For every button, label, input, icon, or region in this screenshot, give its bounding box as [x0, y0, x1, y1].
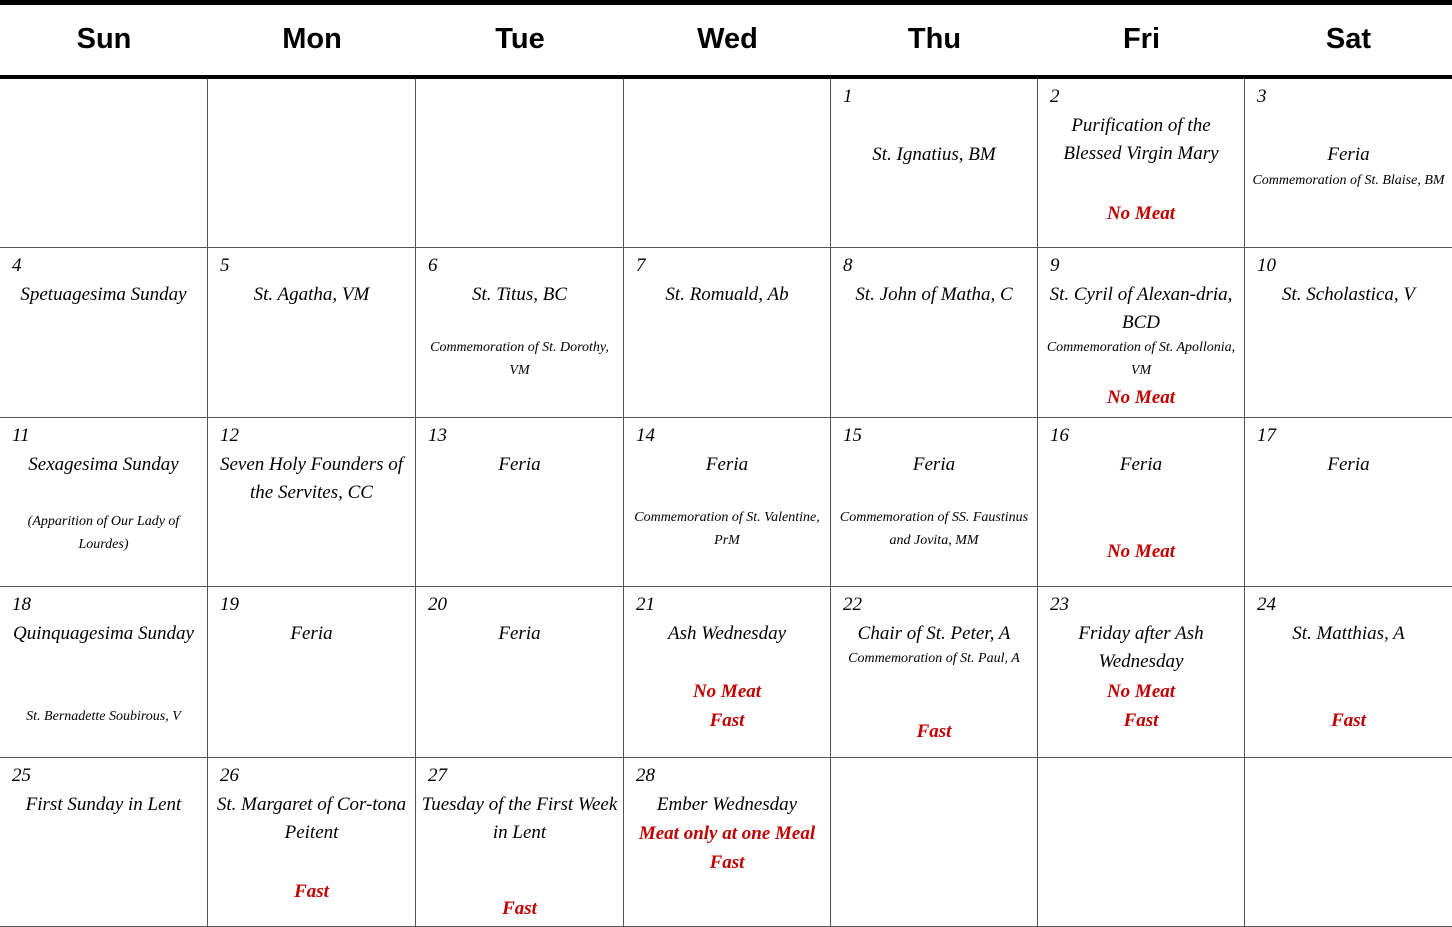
empty-cell-sat [1245, 758, 1452, 927]
day-cell-10 [1245, 248, 1452, 418]
commemoration-note: Commemoration of St. Blaise, BM [1252, 173, 1445, 188]
empty-cell-fri [1038, 758, 1245, 927]
fast-rule: No Meat [1106, 203, 1176, 224]
day-cell-27 [416, 758, 624, 927]
day-cell-2 [1038, 79, 1245, 248]
day-cell-19 [208, 587, 416, 758]
fast-rule: Fast [294, 881, 329, 902]
fast-rule: No Meat [692, 681, 762, 702]
feast-title: Tuesday of the First Week in Lent [421, 794, 618, 843]
feast-title: St. Agatha, VM [253, 284, 370, 305]
day-number: 4 [12, 255, 22, 276]
commemoration-note: Commemoration of St. Dorothy, VM [430, 340, 609, 378]
day-number: 26 [220, 765, 239, 786]
weekday-header [0, 5, 1452, 75]
feast-title: First Sunday in Lent [25, 794, 182, 815]
day-number: 1 [843, 86, 853, 107]
feast-title: St. Romuald, Ab [665, 284, 789, 305]
day-cell-23 [1038, 587, 1245, 758]
day-cell-6 [416, 248, 624, 418]
day-number: 10 [1257, 255, 1276, 276]
day-cell-22 [831, 587, 1038, 758]
commemoration-note: St. Bernadette Soubirous, V [26, 709, 181, 724]
day-cell-25 [0, 758, 208, 927]
fast-rule-secondary: Fast [709, 710, 745, 731]
feast-title: St. Cyril of Alexan-dria, BCD [1049, 284, 1233, 333]
day-cell-15 [831, 418, 1038, 587]
day-number: 20 [428, 594, 447, 615]
feast-title: St. John of Matha, C [855, 284, 1013, 305]
feast-title: Feria [705, 454, 749, 475]
commemoration-note: Commemoration of St. Apollonia, VM [1046, 340, 1236, 378]
empty-cell-thu [831, 758, 1038, 927]
day-cell-12 [208, 418, 416, 587]
day-cell-7 [624, 248, 831, 418]
commemoration-note: Commemoration of St. Paul, A [848, 651, 1020, 666]
empty-cell-tue [416, 79, 624, 248]
day-number: 18 [12, 594, 31, 615]
day-number: 24 [1257, 594, 1276, 615]
feast-title: Feria [1119, 454, 1163, 475]
fast-rule-secondary: Fast [709, 852, 745, 873]
feast-title: Feria [912, 454, 956, 475]
day-cell-13 [416, 418, 624, 587]
day-number: 7 [636, 255, 646, 276]
header-sat: Sat [1325, 23, 1372, 55]
feast-title: Seven Holy Founders of the Servites, CC [219, 454, 404, 503]
day-cell-5 [208, 248, 416, 418]
day-number: 23 [1050, 594, 1069, 615]
day-number: 6 [428, 255, 438, 276]
fast-rule: Fast [1331, 710, 1366, 731]
day-cell-1 [831, 79, 1038, 248]
commemoration-note: (Apparition of Our Lady of Lourdes) [27, 514, 180, 552]
feast-title: Chair of St. Peter, A [857, 623, 1011, 644]
day-cell-14 [624, 418, 831, 587]
feast-title: Ember Wednesday [656, 794, 798, 815]
day-cell-28 [624, 758, 831, 927]
feast-title: Feria [1327, 144, 1370, 165]
day-cell-8 [831, 248, 1038, 418]
feast-title: Spetuagesima Sunday [20, 284, 187, 305]
fast-rules [628, 677, 826, 735]
commemoration-note: Commemoration of SS. Faustinus and Jovita, MM [839, 510, 1029, 548]
day-cell-4 [0, 248, 208, 418]
header-fri: Fri [1122, 23, 1161, 55]
fast-rule: Fast [916, 721, 952, 742]
day-number: 2 [1050, 86, 1060, 107]
header-thu: Thu [907, 23, 962, 55]
day-cell-3 [1245, 79, 1452, 248]
empty-cell-mon [208, 79, 416, 248]
feast-title: St. Ignatius, BM [872, 144, 996, 165]
fast-rule: No Meat [1106, 541, 1176, 562]
feast-title: St. Scholastica, V [1282, 284, 1415, 305]
feast-title: Purification of the Blessed Virgin Mary [1063, 115, 1219, 164]
day-number: 11 [12, 425, 30, 446]
fast-rules [628, 819, 826, 877]
day-cell-17 [1245, 418, 1452, 587]
day-number: 5 [220, 255, 230, 276]
header-wed: Wed [697, 23, 758, 55]
empty-cell-wed [624, 79, 831, 248]
feast-title: Quinquagesima Sunday [12, 623, 194, 644]
fast-rule: Fast [502, 898, 537, 919]
day-number: 8 [843, 255, 853, 276]
day-cell-26 [208, 758, 416, 927]
feast-title: Friday after Ash Wednesday [1078, 623, 1204, 672]
header-mon: Mon [282, 23, 342, 55]
day-number: 25 [12, 765, 31, 786]
fast-rule: No Meat [1106, 681, 1176, 702]
fast-rules [1042, 677, 1240, 735]
day-cell-20 [416, 587, 624, 758]
day-number: 15 [843, 425, 862, 446]
day-cell-11 [0, 418, 208, 587]
day-number: 22 [843, 594, 862, 615]
day-number: 17 [1257, 425, 1276, 446]
day-number: 28 [636, 765, 655, 786]
day-number: 16 [1050, 425, 1069, 446]
feast-title: Sexagesima Sunday [28, 454, 179, 475]
feast-title: Feria [498, 454, 541, 475]
feast-title: St. Matthias, A [1292, 623, 1405, 644]
day-cell-21 [624, 587, 831, 758]
calendar-grid [0, 79, 1452, 927]
header-sun: Sun [76, 23, 132, 55]
day-number: 21 [636, 594, 655, 615]
feast-title: Ash Wednesday [667, 623, 787, 644]
day-number: 3 [1257, 86, 1267, 107]
empty-cell-sun [0, 79, 208, 248]
day-cell-18 [0, 587, 208, 758]
fast-rule: Meat only at one Meal [638, 823, 816, 844]
day-number: 12 [220, 425, 239, 446]
fast-rule: No Meat [1106, 387, 1176, 408]
feast-title: St. Titus, BC [471, 284, 568, 305]
feast-title: Feria [1327, 454, 1370, 475]
commemoration-note: Commemoration of St. Valentine, PrM [634, 510, 820, 548]
day-number: 14 [636, 425, 655, 446]
day-number: 13 [428, 425, 447, 446]
day-cell-24 [1245, 587, 1452, 758]
fast-rule-secondary: Fast [1123, 710, 1159, 731]
feast-title: St. Margaret of Cor-tona Peitent [216, 794, 407, 843]
day-cell-16 [1038, 418, 1245, 587]
day-number: 27 [428, 765, 447, 786]
header-tue: Tue [495, 23, 545, 55]
feast-title: Feria [498, 623, 541, 644]
day-number: 19 [220, 594, 239, 615]
day-cell-9 [1038, 248, 1245, 418]
day-number: 9 [1050, 255, 1060, 276]
feast-title: Feria [290, 623, 333, 644]
